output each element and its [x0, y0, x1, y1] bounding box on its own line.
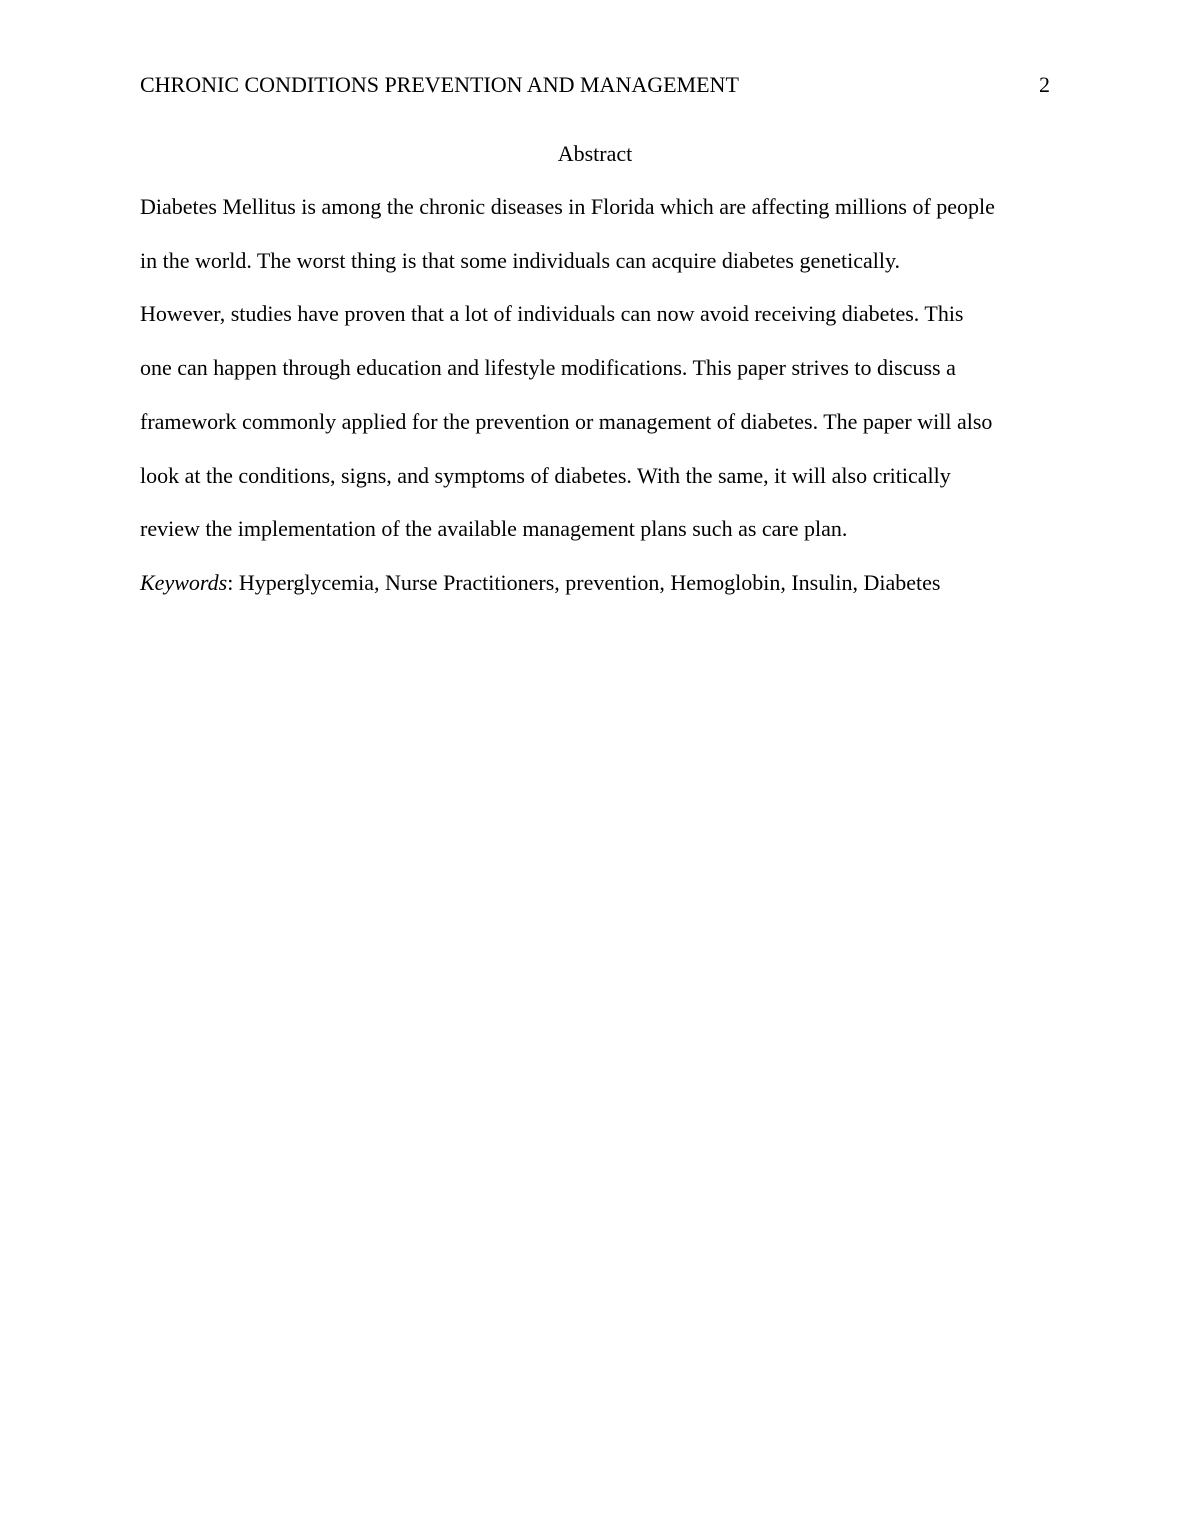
abstract-line: review the implementation of the available management plans such as care plan.	[140, 516, 848, 542]
keywords-label: Keywords	[140, 570, 228, 595]
abstract-line: framework commonly applied for the prevention or management of diabetes. The paper will also	[140, 408, 993, 434]
abstract-paragraph	[140, 180, 1060, 556]
keywords-line	[140, 556, 1060, 610]
page-number: 2	[1039, 72, 1050, 97]
abstract-line: However, studies have proven that a lot of individuals can now avoid receiving diabetes. This	[140, 301, 964, 327]
abstract-heading: Abstract	[557, 141, 633, 166]
keywords-list: Hyperglycemia, Nurse Practitioners, prevention, Hemoglobin, Insulin, Diabetes	[238, 570, 941, 595]
abstract-line: in the world. The worst thing is that some individuals can acquire diabetes genetically.	[140, 247, 901, 273]
running-head-title: CHRONIC CONDITIONS PREVENTION AND MANAGEMENT	[140, 72, 739, 97]
abstract-line: Diabetes Mellitus is among the chronic diseases in Florida which are affecting millions of people	[140, 194, 995, 219]
keywords-separator: :	[227, 570, 239, 595]
running-head	[140, 70, 1050, 100]
abstract-line: one can happen through education and lifestyle modifications. This paper strives to discuss a	[140, 355, 956, 381]
abstract-line: look at the conditions, signs, and symptoms of diabetes. With the same, it will also critically	[140, 462, 951, 488]
